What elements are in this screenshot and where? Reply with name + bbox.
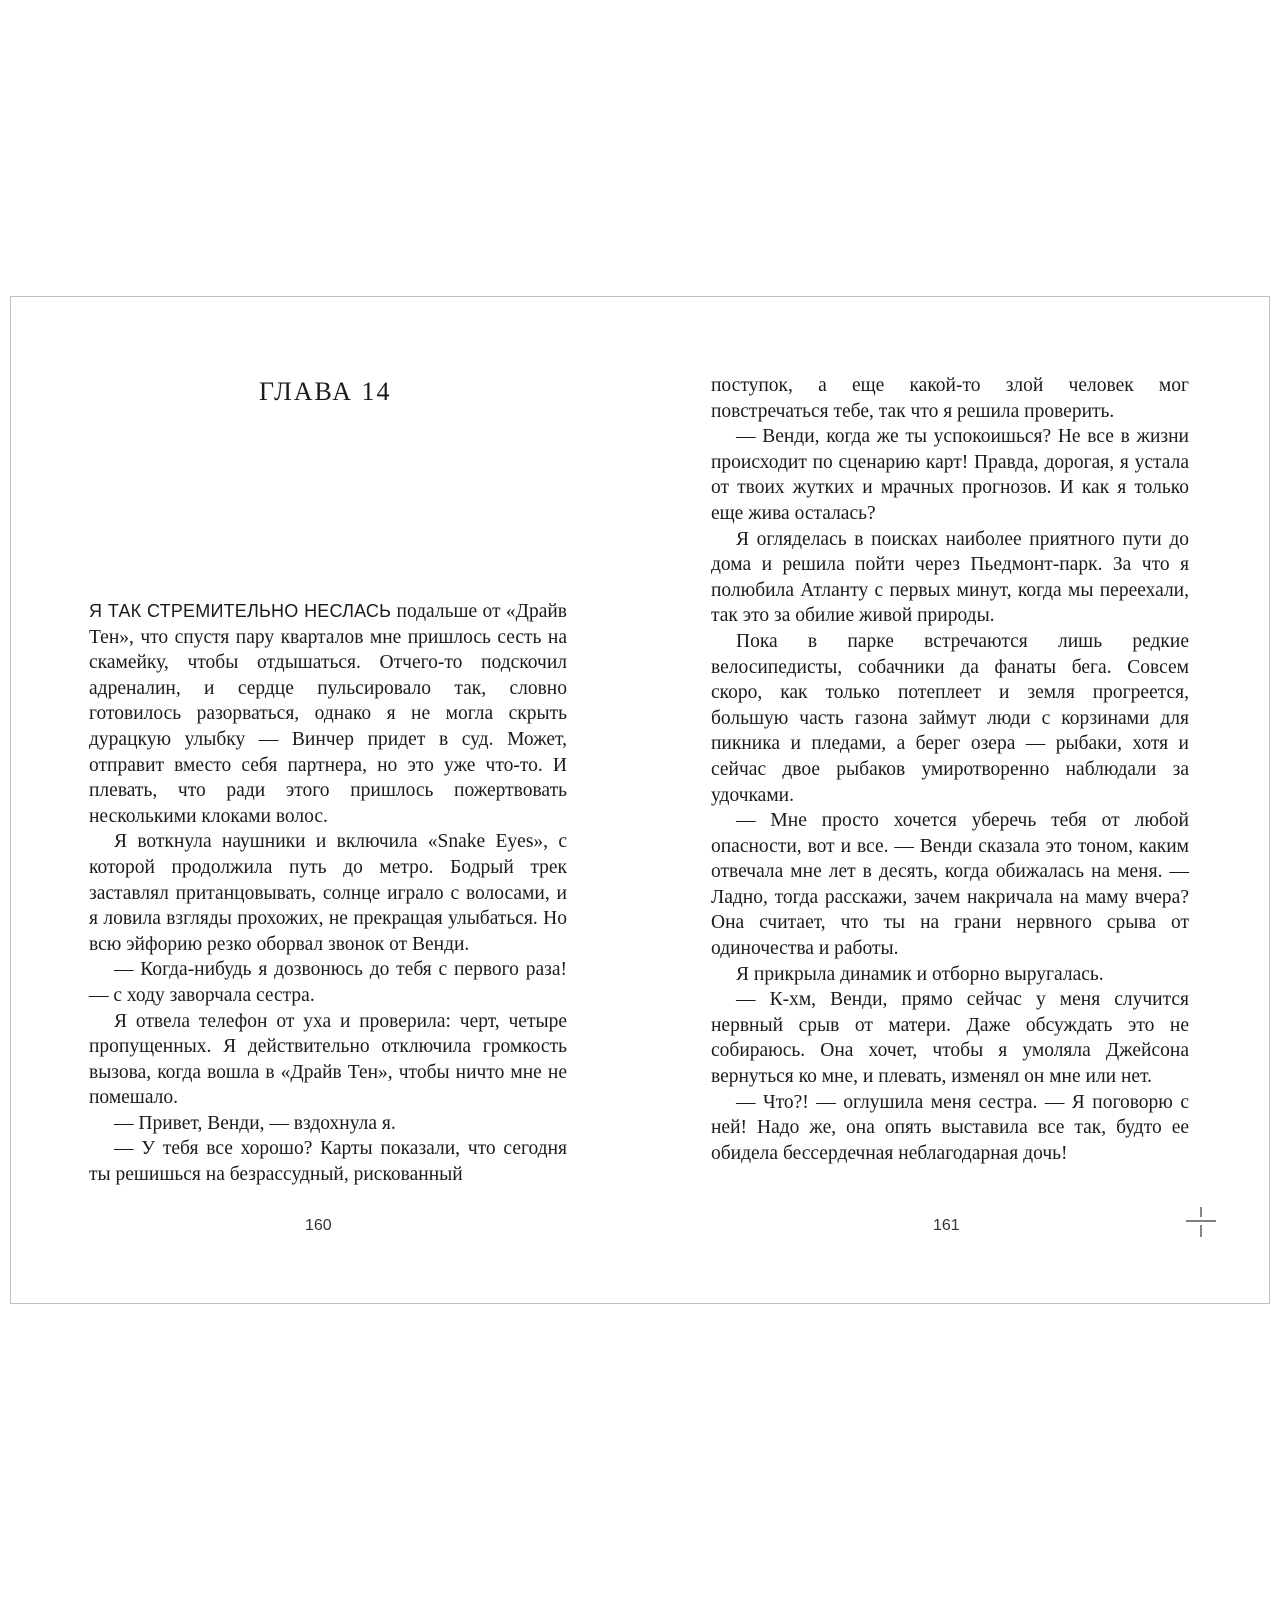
page-number-right: 161 [933, 1217, 960, 1234]
lead-caps: Я ТАК СТРЕМИТЕЛЬНО НЕСЛАСЬ [89, 601, 392, 621]
paragraph: Я отвела телефон от уха и проверила: черт, четыре пропущенных. Я действительно отключила громкость вызова, когда вошла в «Драйв Тен», чтобы ничто мне не помешало. [89, 1010, 567, 1109]
crop-mark-icon [1186, 1207, 1216, 1237]
paragraph: Я огляделась в поисках наиболее приятного пути до дома и решила пойти через Пьедмонт-парк. За что я полюбила Атланту с первых минут, когда мы переехали, так это за обилие живой природы. [711, 528, 1189, 627]
paragraph: Я воткнула наушники и включила «Snake Eyes», с которой продолжила путь до метро. Бодрый трек заставлял пританцовывать, солнце играло с волосами, и я ловила взгляды прохожих, не прекращая улыбаться. Но всю эйфорию резко оборвал звонок от Венди. [89, 831, 567, 955]
book-spread [10, 296, 1270, 1304]
paragraph: — Что?! — оглушила меня сестра. — Я поговорю с ней! Надо же, она опять выставила все так, будто ее обидела бессердечная неблагодарная дочь! [711, 1091, 1189, 1164]
paragraph: — У тебя все хорошо? Карты показали, что сегодня ты решишься на безрассудный, рискованный [89, 1138, 567, 1186]
right-page-text [711, 373, 1189, 1166]
right-page [641, 297, 1271, 1303]
paragraph: — Венди, когда же ты успокоишься? Не все в жизни происходит по сценарию карт! Правда, дорогая, я устала от твоих жутких и мрачных прогнозов. И как я только еще жива осталась? [711, 426, 1189, 524]
paragraph: Я прикрыла динамик и отборно выругалась. [736, 963, 1104, 985]
left-page-text [89, 599, 567, 1188]
left-page [11, 297, 641, 1303]
paragraph: — Когда-нибудь я дозвонюсь до тебя с первого раза! — с ходу заворчала сестра. [89, 959, 567, 1006]
paragraph: — К-хм, Венди, прямо сейчас у меня случится нервный срыв от матери. Даже обсуждать это не собираюсь. Она хочет, чтобы я умоляла Джейсона вернуться ко мне, и плевать, изменял он мне или нет. [711, 989, 1189, 1088]
paragraph: — Привет, Венди, — вздохнула я. [114, 1112, 396, 1134]
paragraph: — Мне просто хочется уберечь тебя от любой опасности, вот и все. — Венди сказала это тоном, каким отвечала мне лет в десять, когда обижалась на меня. — Ладно, тогда расскажи, зачем накричала на маму вчера? Она считает, что ты на грани нервного срыва от одиночества и работы. [711, 810, 1189, 960]
opening-paragraph-text: подальше от «Драйв Тен», что спустя пару кварталов мне пришлось сесть на скамейку, чтобы отдышаться. Отчего-то подскочил адреналин, и сердце пульсировало так, словно готовилось разорваться, однако я не могла скрыть дурацкую улыбку — Винчер придет в суд. Может, отправит вместо себя партнера, но это уже что-то. И плевать, что ради этого пришлось пожертвовать несколькими клоками волос. [89, 601, 568, 827]
opening-paragraph [89, 599, 567, 829]
continued-paragraph: поступок, а еще какой-то злой человек мог повстречаться тебе, так что я решила проверить. [711, 375, 1189, 422]
paragraph: Пока в парке встречаются лишь редкие велосипедисты, собачники да фанаты бега. Совсем скоро, как только потеплеет и земля прогреется, большую часть газона займут люди с корзинами для пикника и пледами, а берег озера — рыбаки, хотя и сейчас двое рыбаков умиротворенно наблюдали за удочками. [711, 630, 1189, 806]
chapter-title: ГЛАВА 14 [259, 377, 392, 406]
page-number-left: 160 [305, 1217, 332, 1234]
